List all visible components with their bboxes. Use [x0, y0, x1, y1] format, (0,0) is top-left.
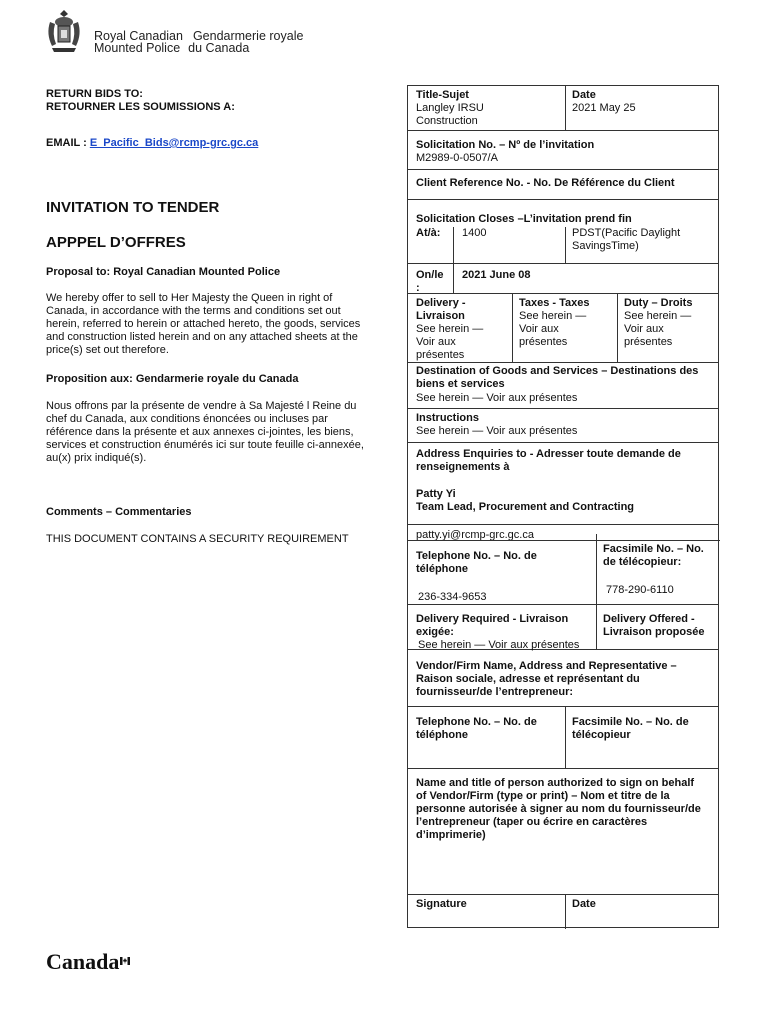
offer-fr: Nous offrons par la présente de vendre à Sa Majesté l Reine du chef du Canada, aux conditions énoncées ou incluses par référence dans la présente et aux annexes ci-jointes, les biens, services et construction énumérés ici sur toute feuille ci-annexée, au(x) prix indiqué(s). — [46, 400, 364, 464]
taxes-value-l1: See herein — — [519, 310, 587, 322]
authorized-label-l2: of Vendor/Firm (type or print) – Nom et titre de la — [416, 790, 670, 802]
delivery-required-l1: Delivery Required - Livraison — [416, 613, 569, 625]
on-label: On/le — [416, 269, 444, 281]
organization-name — [94, 30, 303, 54]
authorized-label-l3: personne autorisée à signer au nom du fournisseur/de — [416, 803, 701, 815]
enquiries-label-l1: Address Enquiries to - Adresser toute demande de — [416, 448, 681, 460]
authorized-label-l1: Name and title of person authorized to sign on behalf — [416, 777, 695, 789]
contact-email: patty.yi@rcmp-grc.gc.ca — [416, 529, 534, 541]
title-label: Title-Sujet — [416, 89, 469, 101]
date-value: 2021 May 25 — [572, 102, 636, 114]
tel-label-l1: Telephone No. – No. de — [416, 550, 537, 562]
instructions-label: Instructions — [416, 412, 479, 424]
email-link[interactable]: E_Pacific_Bids@rcmp-grc.gc.ca — [89, 137, 259, 149]
delivery-offered-l2: Livraison proposée — [603, 626, 705, 638]
instructions-value: See herein — Voir aux présentes — [416, 425, 578, 437]
tel-value: 236-334-9653 — [418, 591, 487, 603]
delivery-value-l2: Voir aux — [416, 336, 456, 348]
taxes-value-l3: présentes — [519, 336, 568, 348]
delivery-value-l1: See herein — — [416, 323, 484, 335]
destination-label-l1: Destination of Goods and Services – Destinations des — [416, 365, 699, 377]
client-ref-label: Client Reference No. - No. De Référence du Client — [416, 177, 675, 189]
security-note: THIS DOCUMENT CONTAINS A SECURITY REQUIREMENT — [46, 533, 349, 545]
title-fr: APPPEL D’OFFRES — [46, 234, 186, 251]
bid-form — [407, 85, 719, 928]
destination-label-l2: biens et services — [416, 378, 505, 390]
return-bids-en: RETURN BIDS TO: — [46, 88, 143, 100]
at-value: 1400 — [462, 227, 487, 239]
org-fr-line2: du Canada — [188, 41, 250, 55]
tz-value-l2: SavingsTime) — [572, 240, 639, 252]
vendor-fax-label-l2: télécopieur — [572, 729, 631, 741]
date-label: Date — [572, 89, 596, 101]
on-value: 2021 June 08 — [462, 269, 531, 281]
closes-label: Solicitation Closes –L’invitation prend fin — [416, 213, 632, 225]
vendor-tel-label-l2: téléphone — [416, 729, 468, 741]
wordmark-last-letter: a — [108, 949, 120, 974]
tz-value-l1: PDST(Pacific Daylight — [572, 227, 681, 239]
org-en-line1: Royal Canadian — [94, 29, 183, 43]
authorized-label-l5: d’imprimerie) — [416, 829, 486, 841]
delivery-label-l1: Delivery - — [416, 297, 466, 309]
solicitation-value: M2989-0-0507/A — [416, 152, 498, 164]
delivery-offered-l1: Delivery Offered - — [603, 613, 695, 625]
taxes-label: Taxes - Taxes — [519, 297, 590, 309]
tel-label-l2: téléphone — [416, 563, 468, 575]
vendor-label-l2: Raison sociale, adresse et représentant du — [416, 673, 640, 685]
fax-label-l2: de télécopieur: — [603, 556, 682, 568]
delivery-required-value: See herein — Voir aux présentes — [418, 639, 580, 651]
enquiries-label-l2: renseignements à — [416, 461, 510, 473]
duty-value-l2: Voir aux — [624, 323, 664, 335]
title-value-l2: Construction — [416, 115, 478, 127]
taxes-value-l2: Voir aux — [519, 323, 559, 335]
vendor-label-l3: fournisseur/de l’entrepreneur: — [416, 686, 574, 698]
on-colon: : — [416, 282, 420, 294]
contact-title: Team Lead, Procurement and Contracting — [416, 501, 635, 513]
signature-date-label: Date — [572, 898, 596, 910]
canada-flag-icon — [120, 957, 130, 965]
vendor-fax-label-l1: Facsimile No. – No. de — [572, 716, 689, 728]
org-en-line2: Mounted Police — [94, 41, 181, 55]
comments-label: Comments – Commentaries — [46, 506, 192, 518]
destination-value: See herein — Voir aux présentes — [416, 392, 578, 404]
org-fr-line1: Gendarmerie royale — [192, 29, 304, 43]
fax-label-l1: Facsimile No. – No. — [603, 543, 704, 555]
email-label: EMAIL : — [46, 137, 87, 149]
vendor-label-l1: Vendor/Firm Name, Address and Representative – — [416, 660, 677, 672]
wordmark-text: Canad — [46, 949, 109, 974]
offer-en: We hereby offer to sell to Her Majesty the Queen in right of Canada, in accordance with the terms and conditions set out herein, referred to herein or attached hereto, the goods, services and construction listed herein and on any attached sheets at the price(s) set out therefore. — [46, 292, 361, 356]
solicitation-label: Solicitation No. – Nº de l’invitation — [416, 139, 595, 151]
authorized-label-l4: l’entrepreneur (taper ou écrire en caractères — [416, 816, 648, 828]
delivery-value-l3: présentes — [416, 349, 465, 361]
proposal-to: Proposal to: Royal Canadian Mounted Police — [46, 266, 281, 278]
vendor-tel-label-l1: Telephone No. – No. de — [416, 716, 537, 728]
canada-wordmark — [46, 949, 130, 974]
duty-value-l3: présentes — [624, 336, 673, 348]
contact-name: Patty Yi — [416, 488, 456, 500]
duty-value-l1: See herein — — [624, 310, 692, 322]
delivery-required-l2: exigée: — [416, 626, 454, 638]
title-value-l1: Langley IRSU — [416, 102, 484, 114]
title-en: INVITATION TO TENDER — [46, 199, 220, 216]
return-bids-fr: RETOURNER LES SOUMISSIONS A: — [46, 101, 235, 113]
email-line — [46, 137, 366, 150]
proposition: Proposition aux: Gendarmerie royale du Canada — [46, 373, 299, 385]
delivery-label-l2: Livraison — [416, 310, 465, 322]
rcmp-crest-icon — [44, 8, 84, 54]
at-label: At/à: — [416, 227, 441, 239]
duty-label: Duty – Droits — [624, 297, 693, 309]
fax-value: 778-290-6110 — [606, 584, 674, 596]
signature-label: Signature — [416, 898, 467, 910]
